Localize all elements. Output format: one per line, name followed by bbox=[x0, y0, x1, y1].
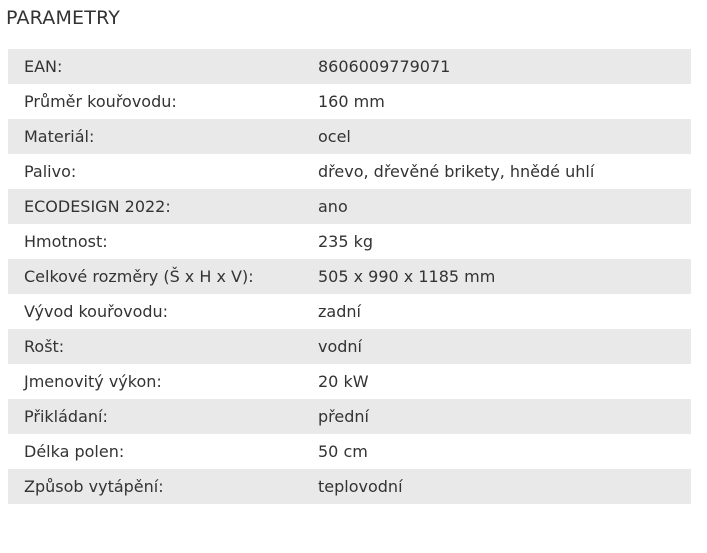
param-label: Materiál: bbox=[24, 127, 95, 146]
param-row-ecodesign bbox=[8, 189, 691, 224]
param-value: vodní bbox=[318, 337, 362, 356]
param-value: ocel bbox=[318, 127, 351, 146]
param-value: 8606009779071 bbox=[318, 57, 451, 76]
param-label: Hmotnost: bbox=[24, 232, 108, 251]
param-label: Celkové rozměry (Š x H x V): bbox=[24, 267, 254, 286]
section-title: PARAMETRY bbox=[6, 7, 121, 29]
param-value: 505 x 990 x 1185 mm bbox=[318, 267, 496, 286]
param-label: Palivo: bbox=[24, 162, 77, 181]
param-label: Délka polen: bbox=[24, 442, 125, 461]
param-row-weight bbox=[8, 224, 691, 259]
param-row-fuel bbox=[8, 154, 691, 189]
param-value: zadní bbox=[318, 302, 361, 321]
param-row-rated-output bbox=[8, 364, 691, 399]
param-row-material bbox=[8, 119, 691, 154]
param-label: ECODESIGN 2022: bbox=[24, 197, 171, 216]
param-row-loading bbox=[8, 399, 691, 434]
param-value: přední bbox=[318, 407, 369, 426]
param-value: 160 mm bbox=[318, 92, 385, 111]
param-value: dřevo, dřevěné brikety, hnědé uhlí bbox=[318, 162, 595, 181]
param-label: Přikládaní: bbox=[24, 407, 108, 426]
param-row-flue-outlet bbox=[8, 294, 691, 329]
param-label: Jmenovitý výkon: bbox=[24, 372, 162, 391]
param-label: Průměr kouřovodu: bbox=[24, 92, 177, 111]
param-label: Způsob vytápění: bbox=[24, 477, 164, 496]
parameters-table bbox=[8, 49, 691, 504]
param-row-ean bbox=[8, 49, 691, 84]
param-row-log-length bbox=[8, 434, 691, 469]
param-row-grate bbox=[8, 329, 691, 364]
param-label: EAN: bbox=[24, 57, 63, 76]
param-value: ano bbox=[318, 197, 348, 216]
param-value: 20 kW bbox=[318, 372, 369, 391]
param-row-flue-diameter bbox=[8, 84, 691, 119]
param-value: teplovodní bbox=[318, 477, 403, 496]
param-label: Rošt: bbox=[24, 337, 65, 356]
param-value: 235 kg bbox=[318, 232, 374, 251]
param-value: 50 cm bbox=[318, 442, 368, 461]
param-row-dimensions bbox=[8, 259, 691, 294]
param-row-heating-method bbox=[8, 469, 691, 504]
param-label: Vývod kouřovodu: bbox=[24, 302, 169, 321]
